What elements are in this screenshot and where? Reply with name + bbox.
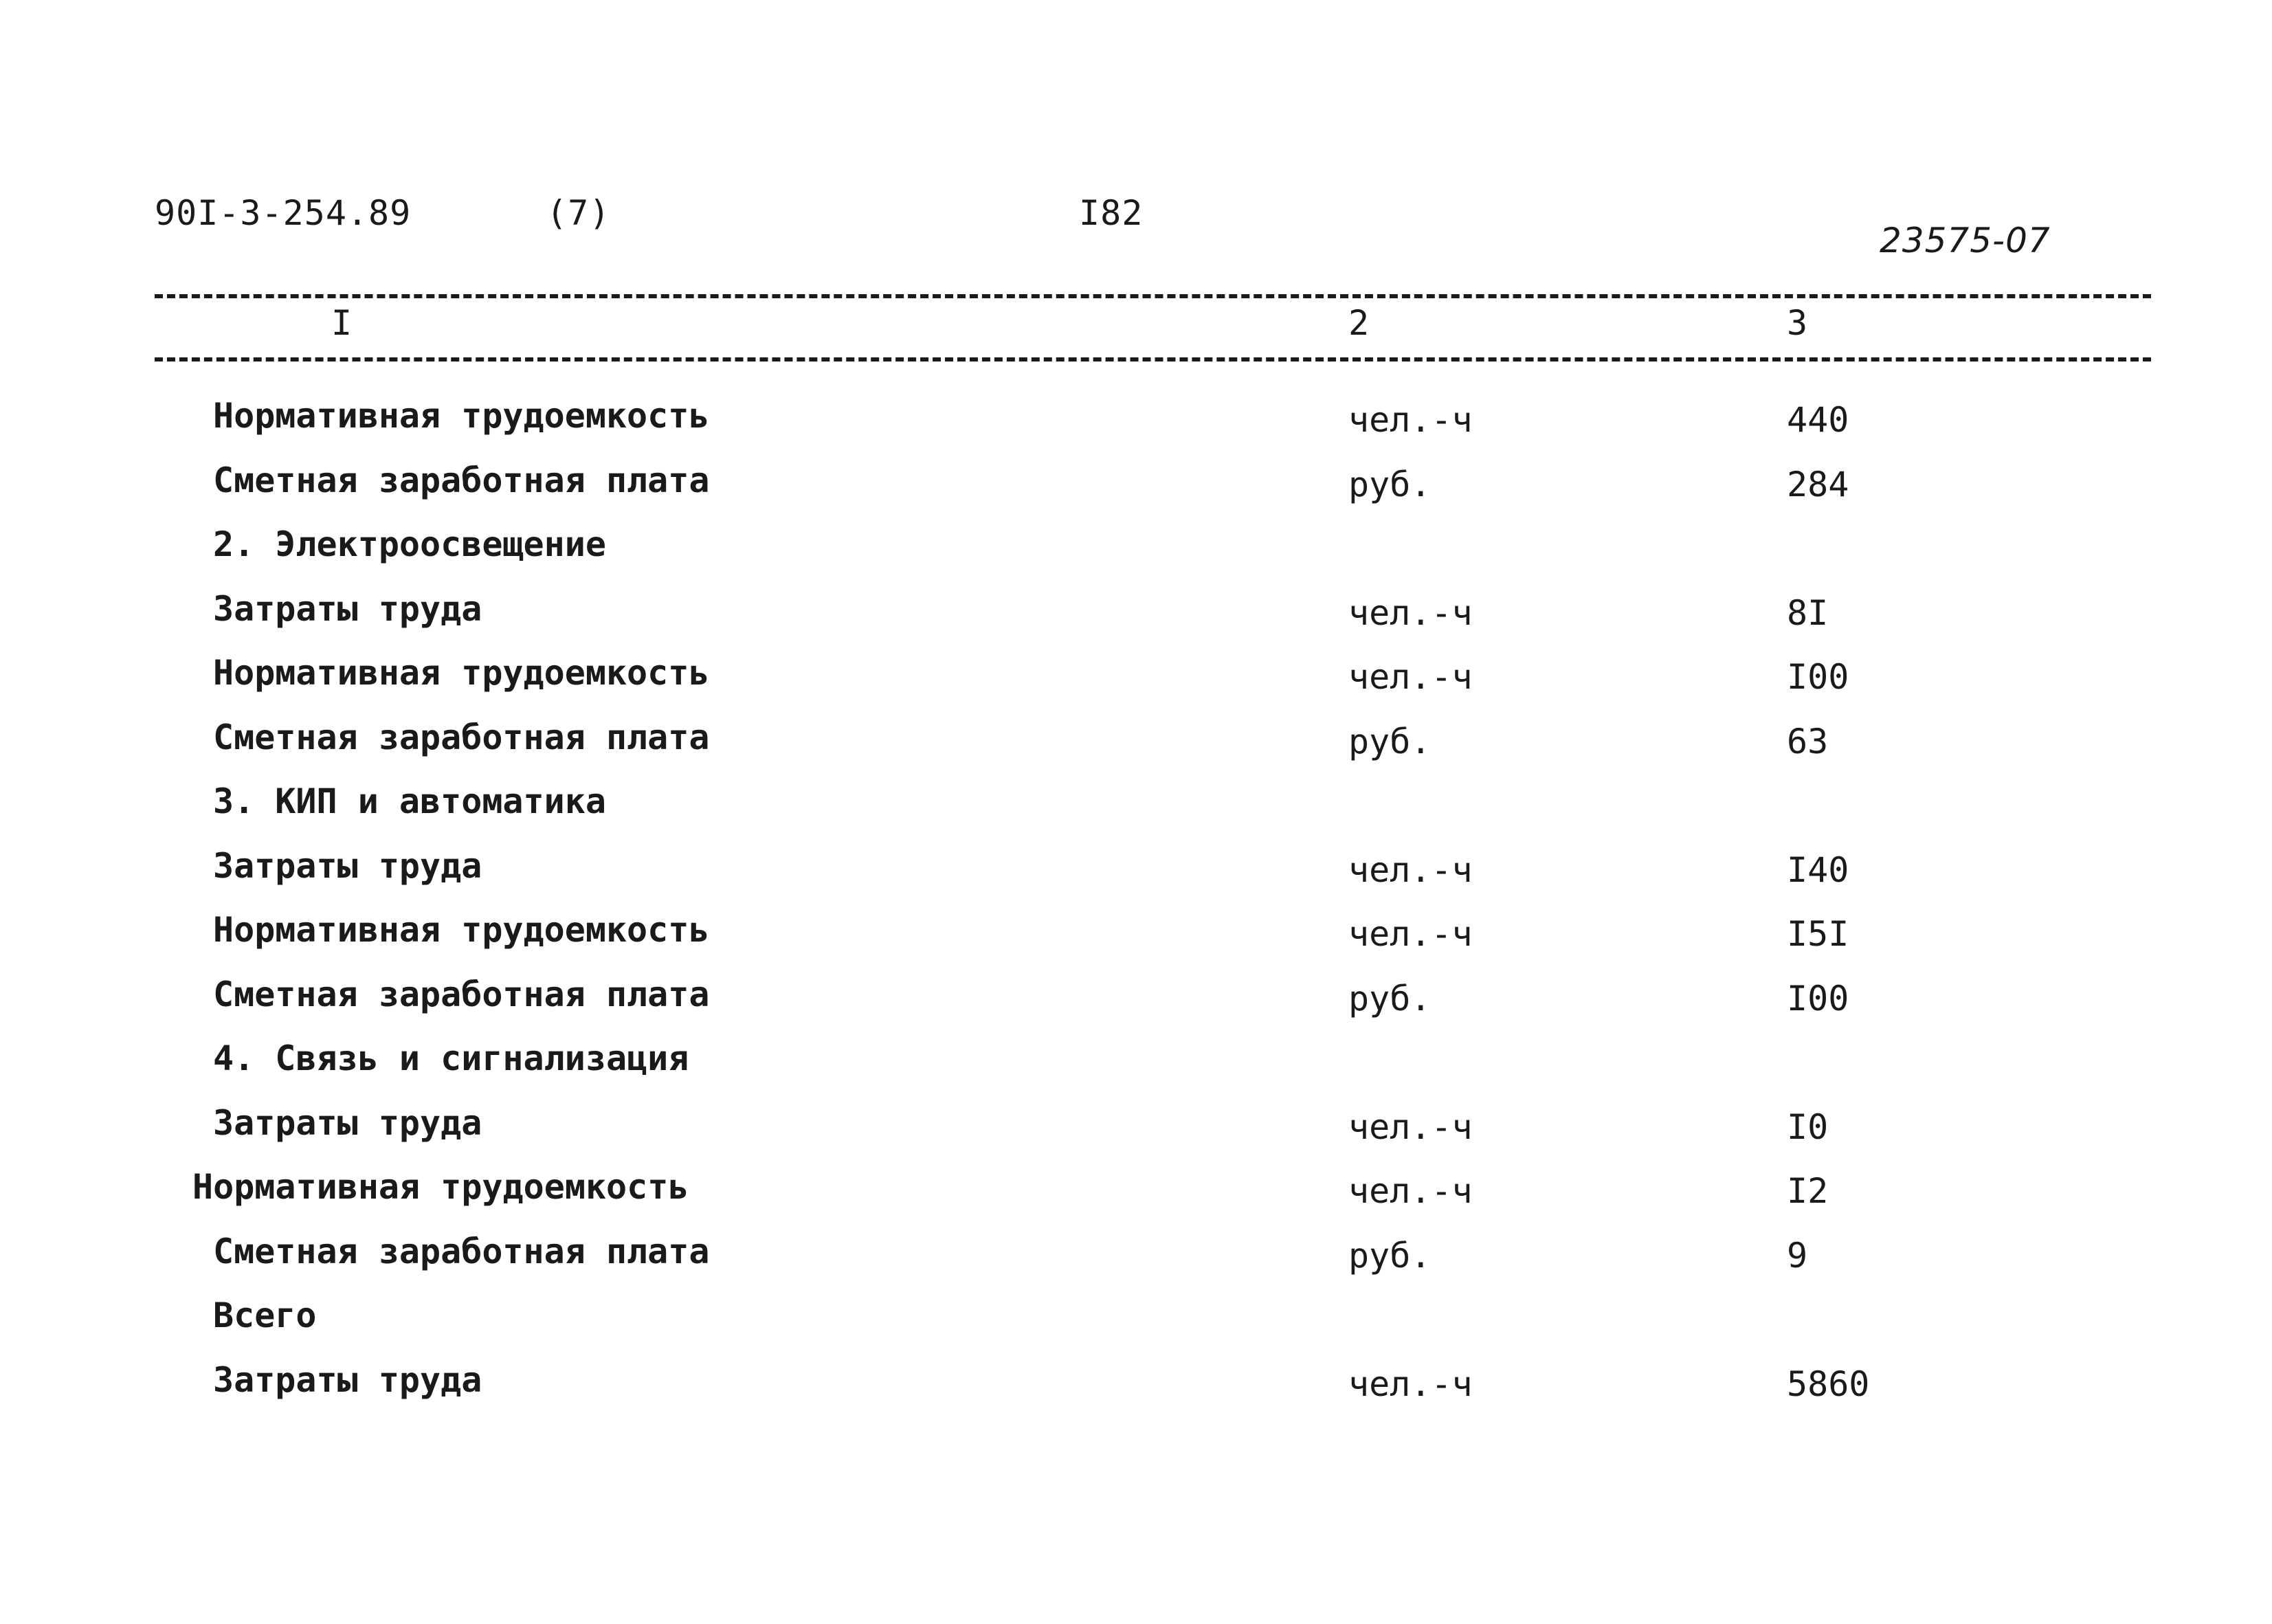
row-unit: чел.-ч	[1348, 657, 1473, 697]
row-unit: чел.-ч	[1348, 1364, 1473, 1404]
column-header-3: 3	[1787, 303, 1808, 343]
row-unit: чел.-ч	[1348, 914, 1473, 954]
row-value: 284	[1787, 464, 1849, 504]
table-row	[0, 460, 2272, 528]
row-name: Сметная заработная плата	[213, 460, 710, 500]
row-value: I40	[1787, 849, 1849, 890]
row-unit: чел.-ч	[1348, 849, 1473, 890]
sheet-number: (7)	[546, 193, 611, 233]
row-name: Нормативная трудоемкость	[213, 653, 710, 693]
row-unit: чел.-ч	[1348, 1106, 1473, 1147]
section-heading	[0, 781, 2272, 849]
table-row	[0, 974, 2272, 1042]
table-header-rule	[155, 357, 2151, 361]
table-top-rule	[155, 294, 2151, 298]
table-row	[0, 910, 2272, 977]
row-name: Сметная заработная плата	[213, 1231, 710, 1271]
row-value: 9	[1787, 1235, 1808, 1276]
row-value: I5I	[1787, 914, 1849, 954]
table-row	[0, 653, 2272, 720]
row-name: Нормативная трудоемкость	[192, 1167, 689, 1207]
column-header-1: I	[331, 303, 353, 343]
row-name: Сметная заработная плата	[213, 717, 710, 757]
row-value: I0	[1787, 1106, 1829, 1147]
row-name: 3. КИП и автоматика	[213, 781, 606, 821]
row-value: I00	[1787, 657, 1849, 697]
row-name: Нормативная трудоемкость	[213, 910, 710, 950]
row-name: 2. Электроосвещение	[213, 524, 606, 564]
row-unit: чел.-ч	[1348, 1171, 1473, 1211]
section-heading	[0, 1295, 2272, 1363]
section-heading	[0, 1038, 2272, 1106]
row-name: Затраты труда	[213, 845, 482, 886]
row-name: Затраты труда	[213, 1359, 482, 1400]
document-code: 90I-3-254.89	[155, 193, 412, 233]
table-row	[0, 1102, 2272, 1170]
section-heading	[0, 524, 2272, 592]
table-row	[0, 588, 2272, 656]
table-row	[0, 1359, 2272, 1427]
row-value: I2	[1787, 1171, 1829, 1211]
table-row	[0, 845, 2272, 913]
row-name: Затраты труда	[213, 588, 482, 629]
row-value: 5860	[1787, 1364, 1870, 1404]
row-value: 63	[1787, 721, 1829, 761]
row-value: 440	[1787, 400, 1849, 440]
row-unit: чел.-ч	[1348, 400, 1473, 440]
row-value: 8I	[1787, 592, 1829, 633]
table-row	[0, 1231, 2272, 1299]
row-name: 4. Связь и сигнализация	[213, 1038, 689, 1078]
column-header-2: 2	[1348, 303, 1370, 343]
inventory-number: 23575-07	[1880, 221, 2051, 260]
row-unit: руб.	[1348, 721, 1432, 761]
row-value: I00	[1787, 978, 1849, 1019]
row-unit: руб.	[1348, 1235, 1432, 1276]
row-unit: руб.	[1348, 464, 1432, 504]
table-row	[0, 396, 2272, 463]
page-number: I82	[1079, 193, 1144, 233]
row-name: Сметная заработная плата	[213, 974, 710, 1014]
row-name: Нормативная трудоемкость	[213, 396, 710, 436]
row-unit: руб.	[1348, 978, 1432, 1019]
table-row	[0, 717, 2272, 785]
table-row	[0, 1167, 2272, 1234]
row-name: Всего	[213, 1295, 317, 1335]
row-unit: чел.-ч	[1348, 592, 1473, 633]
table-body	[0, 396, 2272, 1427]
row-name: Затраты труда	[213, 1102, 482, 1143]
